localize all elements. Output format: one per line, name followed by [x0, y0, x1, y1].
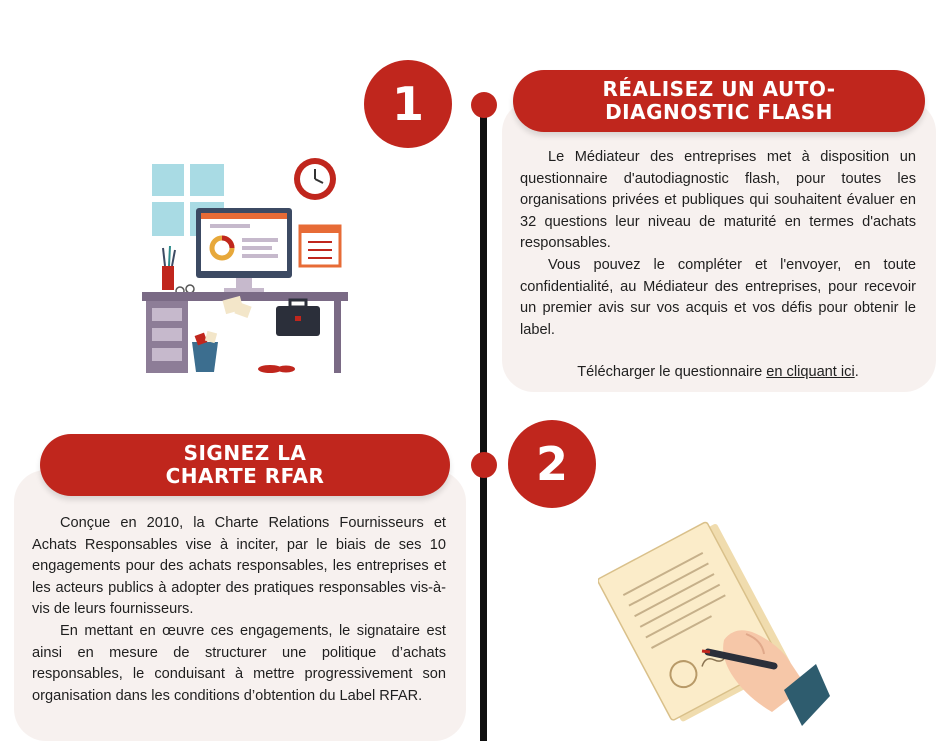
step-number-2: 2	[508, 420, 596, 508]
timeline-dot-1	[471, 92, 497, 118]
step-2-title	[40, 434, 450, 496]
timeline-line	[480, 102, 487, 741]
download-end: .	[854, 364, 859, 381]
step-1-body	[520, 147, 916, 384]
download-link[interactable]: en cliquant ici	[766, 364, 855, 381]
signing-document-illustration	[598, 512, 830, 730]
download-text: Télécharger le questionnaire	[577, 364, 767, 381]
step-2-title-line-2: CHARTE RFAR	[165, 464, 325, 488]
step-2-paragraph-2: En mettant en œuvre ces engagements, le signataire est ainsi en mesure de structurer une politique d’achats responsables, le conduisant à mettre progressivement son organisation dans les conditions d’obtention du Label RFAR.	[32, 622, 446, 704]
step-1-title-line-1: RÉALISEZ UN AUTO-	[602, 77, 836, 101]
step-2-title-line-1: SIGNEZ LA	[183, 441, 307, 465]
office-desk-illustration	[138, 150, 350, 378]
step-1-paragraph-2: Vous pouvez le compléter et l'envoyer, en toute confidentialité, au Médiateur des entreprises, pour recevoir un premier avis sur vos acquis et vos défis pour obtenir le label.	[520, 256, 916, 338]
step-1-title	[513, 70, 925, 132]
step-2-body	[32, 513, 446, 707]
download-line	[520, 362, 916, 384]
step-1-paragraph-1: Le Médiateur des entreprises met à disposition un questionnaire d'autodiagnostic flash, pour toutes les organisations privées et publiques qui souhaitent évaluer en 32 questions leur niveau de maturité en termes d'achats responsables.	[520, 149, 916, 252]
step-number-1: 1	[364, 60, 452, 148]
step-1-title-line-2: DIAGNOSTIC FLASH	[605, 100, 833, 124]
step-2-paragraph-1: Conçue en 2010, la Charte Relations Fournisseurs et Achats Responsables vise à inciter, par le biais de ses 10 engagements pour des achats responsables, les entreprises et les acteurs publics à adopter des pratiques responsables vis-à-vis de leurs fournisseurs.	[32, 515, 446, 618]
timeline-dot-2	[471, 452, 497, 478]
